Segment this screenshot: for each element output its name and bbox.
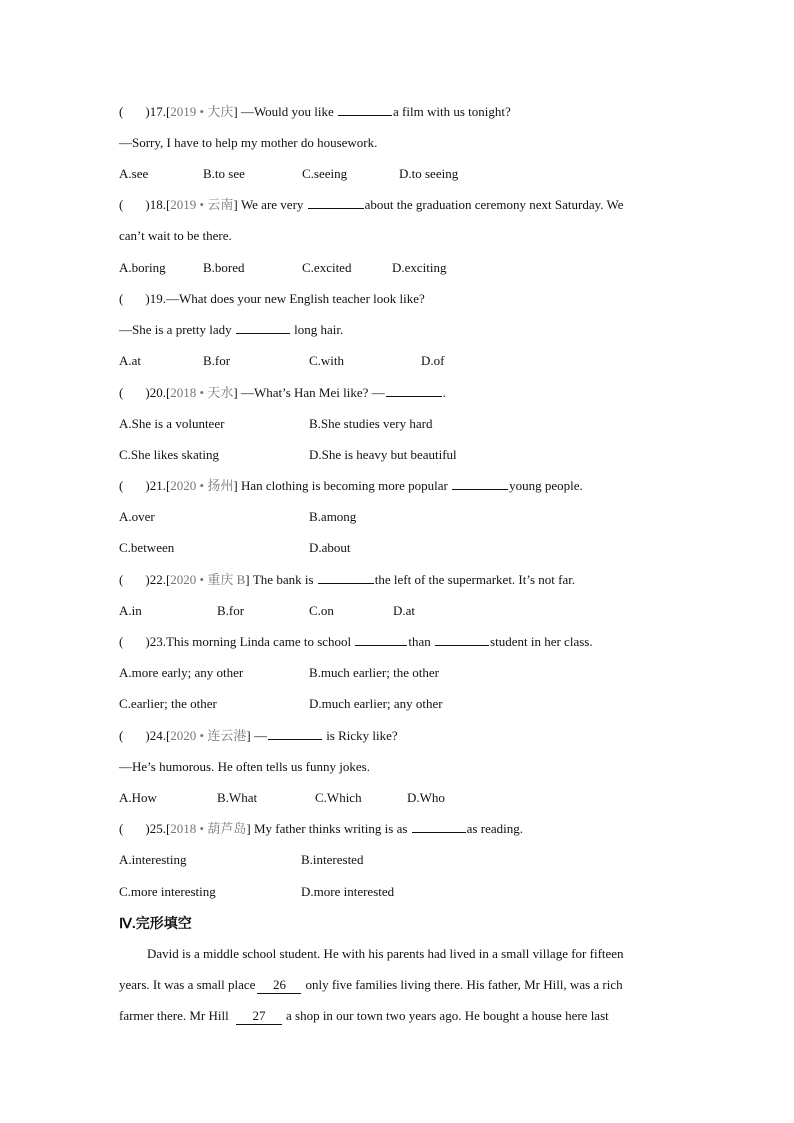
- question-number: 17: [149, 104, 163, 119]
- option-d[interactable]: D.at: [393, 603, 416, 618]
- stem-text: —What does your new English teacher look like?: [165, 291, 425, 306]
- option-a[interactable]: A.see: [119, 166, 149, 181]
- question-number: 18: [149, 197, 163, 212]
- question-25-stem: ( )25.[2018 • 葫芦岛] My father thinks writing is as as reading.: [119, 821, 523, 836]
- answer-blank: [355, 634, 407, 646]
- stem-text: Han clothing is becoming more popular: [240, 478, 452, 493]
- question-21-stem: ( )21.[2020 • 扬州] Han clothing is becoming more popular young people.: [119, 478, 583, 493]
- option-b[interactable]: B.to see: [203, 166, 245, 181]
- answer-paren[interactable]: ( ): [119, 197, 150, 212]
- question-20-stem: ( )20.[2018 • 天水] —What’s Han Mei like? — .: [119, 385, 446, 400]
- question-source: 2020 • 连云港: [170, 728, 247, 743]
- question-19-stem: ( )19.—What does your new English teacher look like?: [119, 291, 425, 306]
- question-18-options: [119, 260, 679, 276]
- passage-text: only five families living there. His father, Mr Hill, was a rich: [305, 977, 623, 992]
- answer-paren[interactable]: ( ): [119, 821, 150, 836]
- answer-blank: [268, 728, 322, 740]
- option-b[interactable]: B.What: [217, 790, 258, 805]
- answer-paren[interactable]: ( ): [119, 634, 150, 649]
- answer-paren[interactable]: ( ): [119, 728, 150, 743]
- option-a[interactable]: A.over: [119, 509, 155, 524]
- stem-text: about the graduation ceremony next Saturday. We: [364, 197, 624, 212]
- question-number: 25: [149, 821, 163, 836]
- option-a[interactable]: A.more early; any other: [119, 665, 244, 680]
- question-17-stem: ( )17.[2019 • 大庆] —Would you like a film with us tonight?: [119, 104, 511, 119]
- option-a[interactable]: A.She is a volunteer: [119, 416, 225, 431]
- option-a[interactable]: A.in: [119, 603, 142, 618]
- question-17-options: [119, 166, 679, 182]
- stem-text: is Ricky like?: [322, 728, 398, 743]
- option-b[interactable]: B.for: [203, 353, 231, 368]
- answer-blank: [435, 634, 489, 646]
- answer-blank: [236, 322, 290, 334]
- question-source: 2018 • 天水: [170, 385, 234, 400]
- answer-paren[interactable]: ( ): [119, 385, 150, 400]
- stem-text: —What’s Han Mei like? —: [240, 385, 385, 400]
- option-d[interactable]: D.much earlier; any other: [309, 696, 443, 711]
- option-a[interactable]: A.How: [119, 790, 157, 805]
- question-21-options-cd: [119, 540, 679, 556]
- option-c[interactable]: C.Which: [315, 790, 362, 805]
- stem-text: The bank is: [252, 572, 317, 587]
- stem-text: My father thinks writing is as: [253, 821, 411, 836]
- answer-blank: [318, 572, 374, 584]
- question-source: 2020 • 扬州: [170, 478, 234, 493]
- question-18-stem: ( )18.[2019 • 云南] We are very about the graduation ceremony next Saturday. We: [119, 197, 624, 212]
- stem-text: the left of the supermarket. It’s not far.: [374, 572, 576, 587]
- option-d[interactable]: D.Who: [407, 790, 445, 805]
- answer-blank: [386, 385, 442, 397]
- passage-text: a shop in our town two years ago. He bought a house here last: [285, 1008, 609, 1023]
- option-c[interactable]: C.excited: [302, 260, 352, 275]
- stem-text: —She is a pretty lady: [119, 322, 235, 337]
- question-25-options-cd: [119, 884, 679, 900]
- stem-text: young people.: [509, 478, 583, 493]
- option-d[interactable]: D.exciting: [392, 260, 447, 275]
- answer-blank: [308, 197, 364, 209]
- option-a[interactable]: A.interesting: [119, 852, 187, 867]
- question-number: 21: [149, 478, 163, 493]
- option-c[interactable]: C.earlier; the other: [119, 696, 217, 711]
- option-c[interactable]: C.on: [309, 603, 334, 618]
- question-25-options-ab: [119, 852, 679, 868]
- question-source: 2020 • 重庆 B: [170, 572, 246, 587]
- option-c[interactable]: C.more interesting: [119, 884, 216, 899]
- cloze-blank-27[interactable]: 27: [236, 1008, 282, 1025]
- question-19-options: [119, 353, 679, 369]
- stem-text: We are very: [240, 197, 307, 212]
- passage-text: farmer there. Mr Hill: [119, 1008, 229, 1023]
- option-b[interactable]: B.interested: [301, 852, 364, 867]
- question-24-follow: —He’s humorous. He often tells us funny jokes.: [119, 759, 370, 774]
- question-number: 22: [149, 572, 163, 587]
- answer-blank: [338, 104, 392, 116]
- question-number: 19: [149, 291, 163, 306]
- question-source: 2019 • 大庆: [170, 104, 234, 119]
- question-19-follow: [119, 322, 343, 338]
- answer-blank: [452, 478, 508, 490]
- option-a[interactable]: A.boring: [119, 260, 166, 275]
- stem-text: —: [253, 728, 267, 743]
- stem-text: student in her class.: [490, 634, 593, 649]
- stem-text: as reading.: [466, 821, 523, 836]
- question-23-options-ab: [119, 665, 679, 681]
- option-a[interactable]: A.at: [119, 353, 142, 368]
- answer-paren[interactable]: ( ): [119, 572, 150, 587]
- stem-text: .: [442, 385, 446, 400]
- question-18-follow: can’t wait to be there.: [119, 228, 232, 243]
- cloze-blank-26[interactable]: 26: [257, 977, 301, 994]
- passage-line-3: [119, 1008, 674, 1025]
- option-b[interactable]: B.She studies very hard: [309, 416, 433, 431]
- question-number: 24: [149, 728, 163, 743]
- question-23-stem: ( )23.This morning Linda came to school than student in her class.: [119, 634, 593, 649]
- passage-line-2: [119, 977, 674, 994]
- option-c[interactable]: C.with: [309, 353, 345, 368]
- passage-text: years. It was a small place: [119, 977, 256, 992]
- option-d[interactable]: D.about: [309, 540, 351, 555]
- passage-line-1: David is a middle school student. He with his parents had lived in a small village for fifteen: [147, 946, 624, 961]
- question-source: 2019 • 云南: [170, 197, 234, 212]
- section-title: Ⅳ.完形填空: [119, 915, 192, 931]
- option-c[interactable]: C.She likes skating: [119, 447, 220, 462]
- option-d[interactable]: D.more interested: [301, 884, 395, 899]
- stem-text: long hair.: [290, 322, 344, 337]
- option-b[interactable]: B.much earlier; the other: [309, 665, 439, 680]
- option-d[interactable]: D.of: [421, 353, 445, 368]
- question-23-options-cd: [119, 696, 679, 712]
- stem-text: a film with us tonight?: [393, 104, 511, 119]
- option-c[interactable]: C.between: [119, 540, 175, 555]
- question-24-options: [119, 790, 679, 806]
- question-22-options: [119, 603, 679, 619]
- option-b[interactable]: B.for: [217, 603, 245, 618]
- question-source: 2018 • 葫芦岛: [170, 821, 247, 836]
- answer-paren[interactable]: ( ): [119, 478, 150, 493]
- question-20-options-cd: [119, 447, 679, 463]
- question-number: 23: [149, 634, 163, 649]
- option-b[interactable]: B.bored: [203, 260, 245, 275]
- answer-paren[interactable]: ( ): [119, 104, 150, 119]
- option-b[interactable]: B.among: [309, 509, 357, 524]
- question-22-stem: ( )22.[2020 • 重庆 B] The bank is the left of the supermarket. It’s not far.: [119, 572, 576, 587]
- stem-text: than: [408, 634, 435, 649]
- question-17-follow: —Sorry, I have to help my mother do housework.: [119, 135, 378, 150]
- option-d[interactable]: D.to seeing: [399, 166, 459, 181]
- question-20-options-ab: [119, 416, 679, 432]
- answer-paren[interactable]: ( ): [119, 291, 150, 306]
- answer-blank: [412, 821, 466, 833]
- question-number: 20: [149, 385, 163, 400]
- question-24-stem: ( )24.[2020 • 连云港] — is Ricky like?: [119, 728, 398, 743]
- question-21-options-ab: [119, 509, 679, 525]
- option-d[interactable]: D.She is heavy but beautiful: [309, 447, 457, 462]
- stem-text: —Would you like: [240, 104, 338, 119]
- stem-text: This morning Linda came to school: [165, 634, 355, 649]
- option-c[interactable]: C.seeing: [302, 166, 348, 181]
